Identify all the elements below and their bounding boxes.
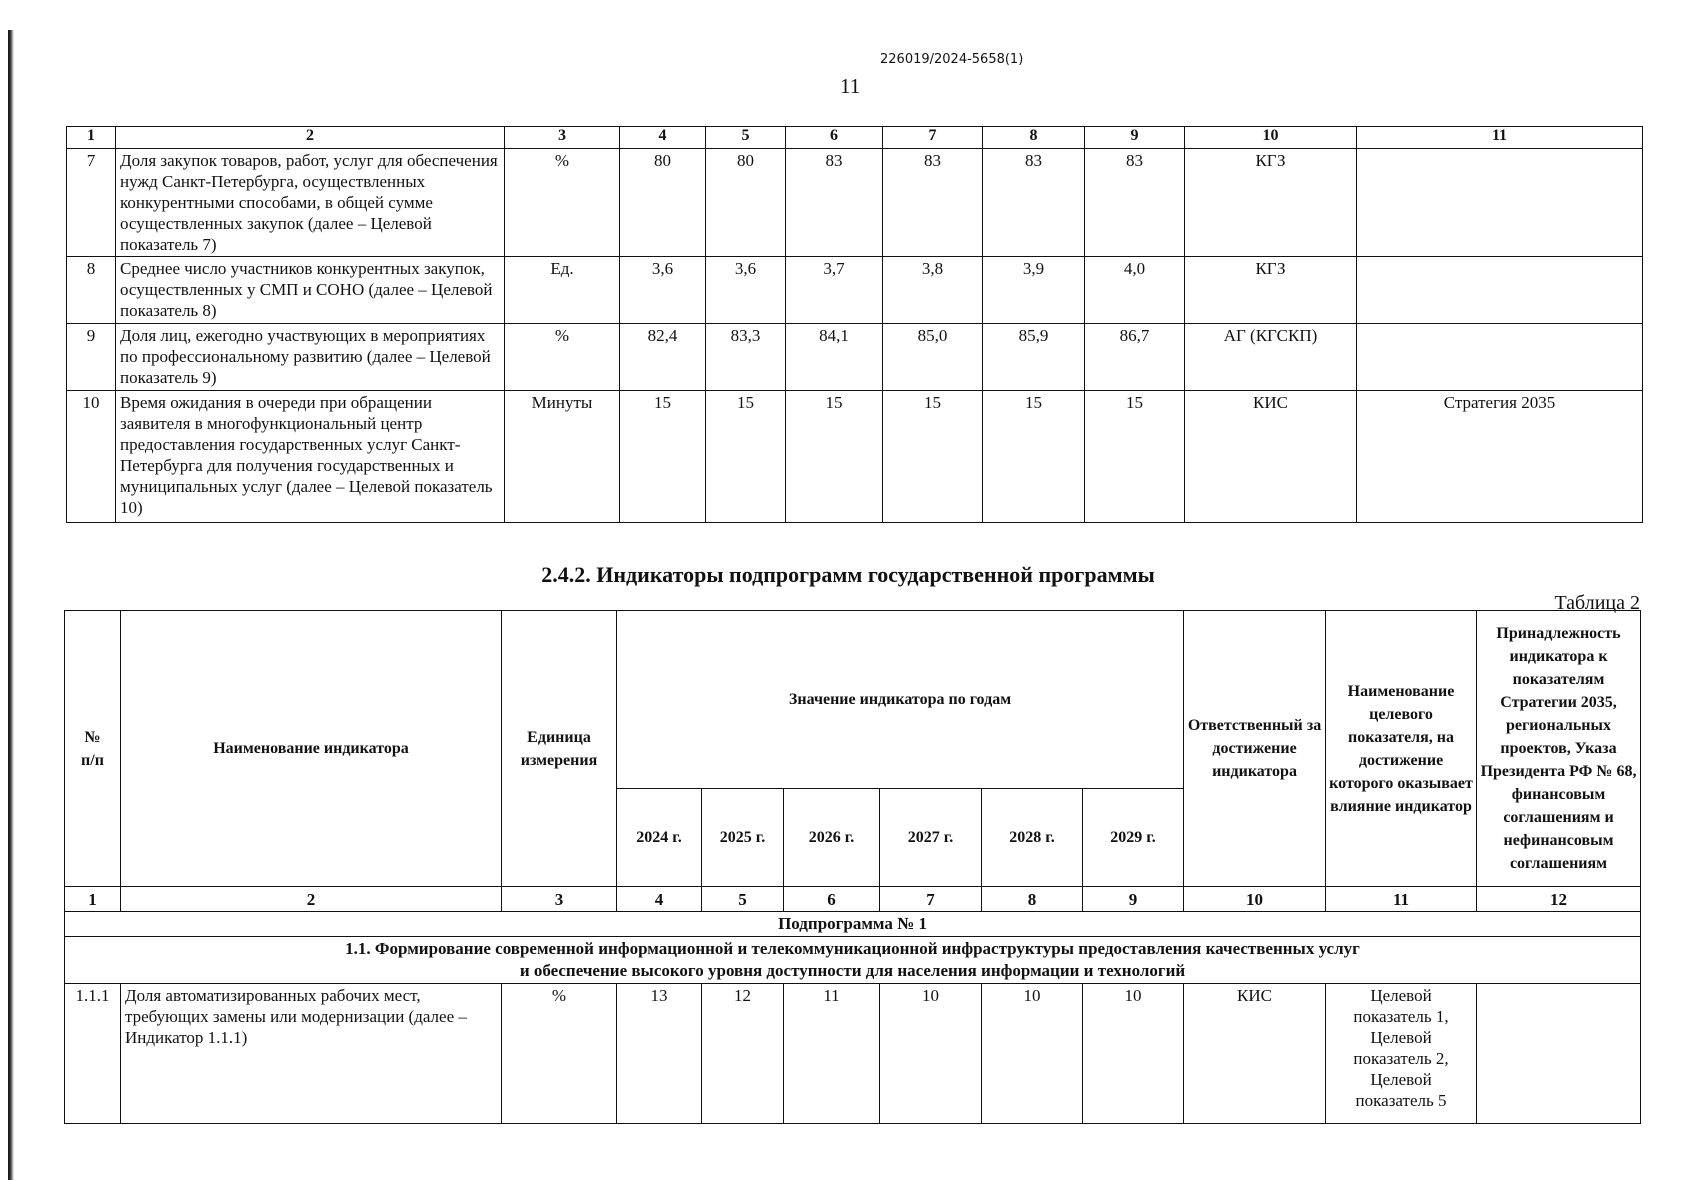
col-num: 8 bbox=[983, 127, 1085, 149]
strategy bbox=[1357, 149, 1643, 257]
unit: Минуты bbox=[505, 391, 620, 523]
subprogram-row bbox=[65, 912, 1641, 937]
task-row bbox=[65, 937, 1641, 984]
col-num: 5 bbox=[706, 127, 786, 149]
responsible: КГЗ bbox=[1185, 257, 1357, 324]
value-2025: 12 bbox=[702, 984, 784, 1124]
col-num: 3 bbox=[505, 127, 620, 149]
row-number: 9 bbox=[67, 324, 116, 391]
header-responsible: Ответственный за достижение индикатора bbox=[1184, 611, 1326, 887]
binding-edge bbox=[8, 30, 14, 1180]
page-number: 11 bbox=[840, 74, 861, 98]
strategy: Стратегия 2035 bbox=[1357, 391, 1643, 523]
col-num: 1 bbox=[67, 127, 116, 149]
col-num: 4 bbox=[617, 887, 702, 912]
header-indicator-name: Наименование индикатора bbox=[121, 611, 502, 887]
col-num: 1 bbox=[65, 887, 121, 912]
header-unit: Единица измерения bbox=[502, 611, 617, 887]
row-number: 1.1.1 bbox=[65, 984, 121, 1124]
col-num: 10 bbox=[1185, 127, 1357, 149]
col-num: 7 bbox=[883, 127, 983, 149]
value-2028: 85,9 bbox=[983, 324, 1085, 391]
col-num: 4 bbox=[620, 127, 706, 149]
header-values-by-year: Значение индикатора по годам bbox=[617, 611, 1184, 789]
col-num: 8 bbox=[982, 887, 1083, 912]
table2-column-numbers bbox=[65, 887, 1641, 912]
value-2027: 85,0 bbox=[883, 324, 983, 391]
value-2026: 15 bbox=[786, 391, 883, 523]
value-2028: 15 bbox=[983, 391, 1085, 523]
value-2025: 15 bbox=[706, 391, 786, 523]
indicator-name: Доля автоматизированных рабочих мест, требующих замены или модернизации (далее – Индикатор 1.1.1) bbox=[121, 984, 502, 1124]
indicators-table-continued bbox=[66, 126, 1643, 523]
col-num: 3 bbox=[502, 887, 617, 912]
indicator-name: Среднее число участников конкурентных закупок, осуществленных у СМП и СОНО (далее – Целевой показатель 8) bbox=[116, 257, 505, 324]
indicator-name: Время ожидания в очереди при обращении заявителя в многофункциональный центр предоставления государственных услуг Санкт-Петербурга для получения государственных и муниципальных услуг (далее – Целевой показатель 10) bbox=[116, 391, 505, 523]
col-num: 7 bbox=[880, 887, 982, 912]
header-year: 2026 г. bbox=[784, 789, 880, 887]
header-year: 2024 г. bbox=[617, 789, 702, 887]
task-title: 1.1. Формирование современной информационной и телекоммуникационной инфраструктуры предоставления качественных услуг и обеспечение высокого уровня доступности для населения информации и технологий bbox=[65, 937, 1641, 984]
subprogram-indicators-table bbox=[64, 610, 1641, 1124]
header-belonging: Принадлежность индикатора к показателям Стратегии 2035, региональных проектов, Указа Президента РФ № 68, финансовым соглашениям и нефинансовым соглашениям bbox=[1477, 611, 1641, 887]
value-2029: 86,7 bbox=[1085, 324, 1185, 391]
belonging bbox=[1477, 984, 1641, 1124]
value-2025: 80 bbox=[706, 149, 786, 257]
table-row bbox=[67, 391, 1643, 523]
value-2024: 3,6 bbox=[620, 257, 706, 324]
value-2027: 15 bbox=[883, 391, 983, 523]
header-year: 2028 г. bbox=[982, 789, 1083, 887]
table-row bbox=[65, 984, 1641, 1124]
row-number: 7 bbox=[67, 149, 116, 257]
document-id: 226019/2024-5658(1) bbox=[880, 52, 1024, 67]
value-2024: 82,4 bbox=[620, 324, 706, 391]
value-2027: 83 bbox=[883, 149, 983, 257]
col-num: 9 bbox=[1083, 887, 1184, 912]
value-2029: 15 bbox=[1085, 391, 1185, 523]
table-label: Таблица 2 bbox=[1554, 592, 1640, 614]
col-num: 11 bbox=[1357, 127, 1643, 149]
col-num: 2 bbox=[116, 127, 505, 149]
value-2026: 83 bbox=[786, 149, 883, 257]
strategy bbox=[1357, 257, 1643, 324]
unit: Ед. bbox=[505, 257, 620, 324]
value-2029: 10 bbox=[1083, 984, 1184, 1124]
col-num: 5 bbox=[702, 887, 784, 912]
value-2026: 3,7 bbox=[786, 257, 883, 324]
col-num: 10 bbox=[1184, 887, 1326, 912]
header-number: № п/п bbox=[65, 611, 121, 887]
responsible: АГ (КГСКП) bbox=[1185, 324, 1357, 391]
section-title: 2.4.2. Индикаторы подпрограмм государственной программы bbox=[541, 562, 1155, 587]
unit: % bbox=[505, 324, 620, 391]
responsible: КГЗ bbox=[1185, 149, 1357, 257]
value-2029: 83 bbox=[1085, 149, 1185, 257]
unit: % bbox=[502, 984, 617, 1124]
value-2025: 3,6 bbox=[706, 257, 786, 324]
header-year: 2029 г. bbox=[1083, 789, 1184, 887]
unit: % bbox=[505, 149, 620, 257]
table1-column-numbers bbox=[67, 127, 1643, 149]
col-num: 6 bbox=[786, 127, 883, 149]
value-2028: 3,9 bbox=[983, 257, 1085, 324]
strategy bbox=[1357, 324, 1643, 391]
table-row bbox=[67, 257, 1643, 324]
indicator-name: Доля лиц, ежегодно участвующих в мероприятиях по профессиональному развитию (далее – Целевой показатель 9) bbox=[116, 324, 505, 391]
header-year: 2025 г. bbox=[702, 789, 784, 887]
value-2025: 83,3 bbox=[706, 324, 786, 391]
indicator-name: Доля закупок товаров, работ, услуг для обеспечения нужд Санкт-Петербурга, осуществленных конкурентными способами, в общей сумме осуществленных закупок (далее – Целевой показатель 7) bbox=[116, 149, 505, 257]
col-num: 12 bbox=[1477, 887, 1641, 912]
row-number: 10 bbox=[67, 391, 116, 523]
col-num: 2 bbox=[121, 887, 502, 912]
value-2026: 11 bbox=[784, 984, 880, 1124]
table2-header-row bbox=[65, 611, 1641, 789]
col-num: 6 bbox=[784, 887, 880, 912]
value-2024: 13 bbox=[617, 984, 702, 1124]
header-target-indicator: Наименование целевого показателя, на достижение которого оказывает влияние индикатор bbox=[1326, 611, 1477, 887]
table-row bbox=[67, 324, 1643, 391]
col-num: 11 bbox=[1326, 887, 1477, 912]
subprogram-title: Подпрограмма № 1 bbox=[65, 912, 1641, 937]
value-2024: 80 bbox=[620, 149, 706, 257]
value-2027: 10 bbox=[880, 984, 982, 1124]
value-2027: 3,8 bbox=[883, 257, 983, 324]
responsible: КИС bbox=[1185, 391, 1357, 523]
target-indicator: Целевой показатель 1, Целевой показатель 2, Целевой показатель 5 bbox=[1326, 984, 1477, 1124]
value-2026: 84,1 bbox=[786, 324, 883, 391]
table-row bbox=[67, 149, 1643, 257]
value-2028: 10 bbox=[982, 984, 1083, 1124]
row-number: 8 bbox=[67, 257, 116, 324]
value-2024: 15 bbox=[620, 391, 706, 523]
value-2029: 4,0 bbox=[1085, 257, 1185, 324]
value-2028: 83 bbox=[983, 149, 1085, 257]
responsible: КИС bbox=[1184, 984, 1326, 1124]
col-num: 9 bbox=[1085, 127, 1185, 149]
header-year: 2027 г. bbox=[880, 789, 982, 887]
